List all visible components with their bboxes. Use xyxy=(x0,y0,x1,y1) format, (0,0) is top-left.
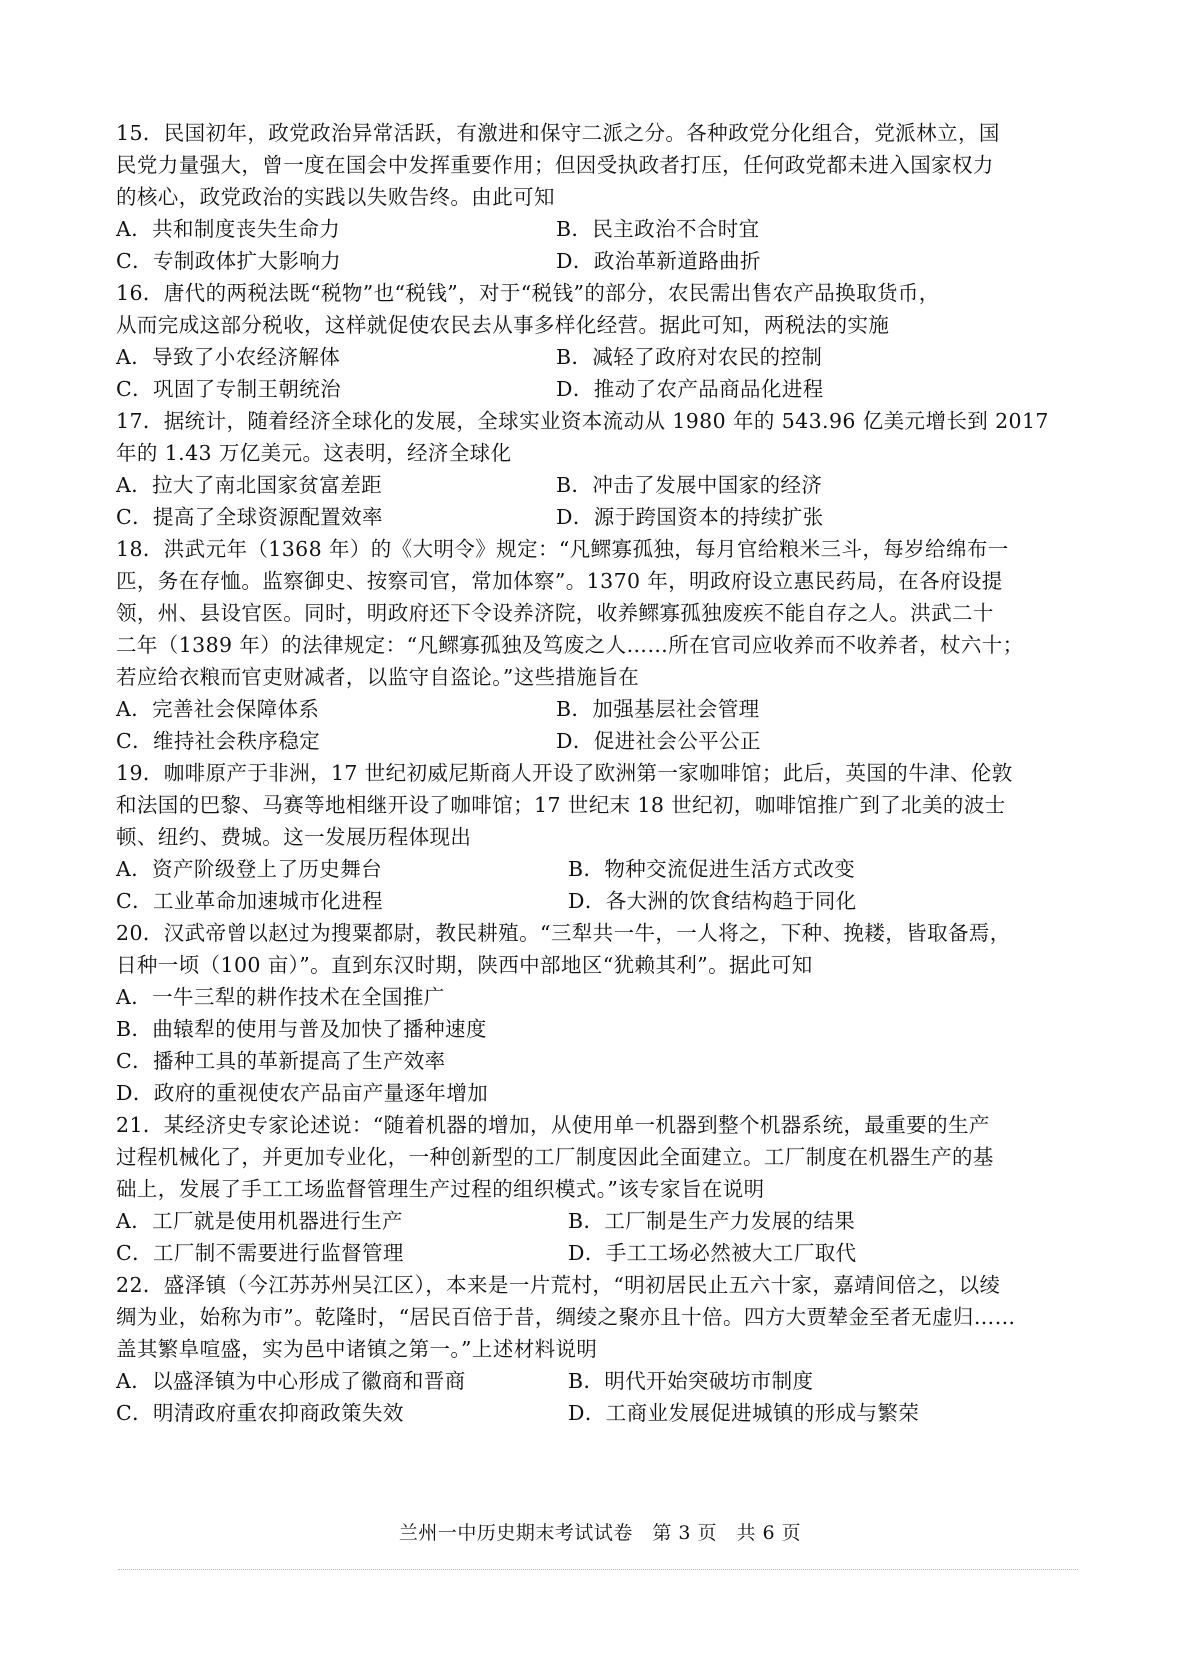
option-row xyxy=(116,1237,1076,1269)
question-stem-line: 17．据统计，随着经济全球化的发展，全球实业资本流动从 1980 年的 543.96 亿美元增长到 2017 xyxy=(116,409,1049,433)
option-c: C．工厂制不需要进行监督管理 xyxy=(116,1241,404,1265)
question-stem-line: 16．唐代的两税法既“税物”也“税钱”，对于“税钱”的部分，农民需出售农产品换取货币， xyxy=(116,281,940,305)
option-row xyxy=(116,213,1076,245)
option-a: A．共和制度丧失生命力 xyxy=(116,217,341,241)
question-stem-line: 20．汉武帝曾以赵过为搜粟都尉，教民耕殖。“三犁共一牛，一人将之，下种、挽耧，皆取备焉， xyxy=(116,921,1011,945)
option-row xyxy=(116,1365,1076,1397)
option-d: D．各大洲的饮食结构趋于同化 xyxy=(568,889,857,913)
question-17 xyxy=(116,405,1076,533)
option-row xyxy=(116,725,1076,757)
question-stem-line: 的核心，政党政治的实践以失败告终。由此可知 xyxy=(116,185,555,209)
question-21 xyxy=(116,1109,1076,1269)
option-d: D．手工工场必然被大工厂取代 xyxy=(568,1241,857,1265)
question-stem-line: 础上，发展了手工工场监督管理生产过程的组织模式。”该专家旨在说明 xyxy=(116,1177,765,1201)
option-row xyxy=(116,1397,1076,1429)
option-row xyxy=(116,501,1076,533)
option-d: D．政府的重视使农产品亩产量逐年增加 xyxy=(116,1081,489,1105)
option-row xyxy=(116,245,1076,277)
question-22 xyxy=(116,1269,1076,1429)
option-row xyxy=(116,853,1076,885)
question-stem-line: 15．民国初年，政党政治异常活跃，有激进和保守二派之分。各种政党分化组合，党派林立，国 xyxy=(116,121,1000,145)
question-stem-line: 年的 1.43 万亿美元。这表明，经济全球化 xyxy=(116,441,512,465)
page-footer: 兰州一中历史期末考试试卷 第 3 页 共 6 页 xyxy=(398,1522,802,1544)
option-d: D．推动了农产品商品化进程 xyxy=(556,377,824,401)
question-stem-line: 绸为业，始称为市”。乾隆时，“居民百倍于昔，绸绫之聚亦且十倍。四方大贾辇金至者无虚归…… xyxy=(116,1305,1016,1329)
question-stem-line: 若应给衣粮而官吏财减者，以监守自盗论。”这些措施旨在 xyxy=(116,665,640,689)
question-stem-line: 22．盛泽镇（今江苏苏州吴江区），本来是一片荒村，“明初居民止五六十家，嘉靖间倍之，以绫 xyxy=(116,1273,1001,1297)
option-c: C．维持社会秩序稳定 xyxy=(116,729,321,753)
option-a: A．以盛泽镇为中心形成了徽商和晋商 xyxy=(116,1369,466,1393)
option-a: A．一牛三犁的耕作技术在全国推广 xyxy=(116,985,445,1009)
question-stem-line: 盖其繁阜喧盛，实为邑中诸镇之第一。”上述材料说明 xyxy=(116,1337,598,1361)
option-a: A．完善社会保障体系 xyxy=(116,697,320,721)
question-19 xyxy=(116,757,1076,917)
option-row xyxy=(116,469,1076,501)
option-b: B．工厂制是生产力发展的结果 xyxy=(568,1209,856,1233)
option-b: B．物种交流促进生活方式改变 xyxy=(568,857,856,881)
option-c: C．播种工具的革新提高了生产效率 xyxy=(116,1049,446,1073)
question-stem-line: 19．咖啡原产于非洲，17 世纪初威尼斯商人开设了欧洲第一家咖啡馆；此后，英国的牛津、伦敦 xyxy=(116,761,1013,785)
dotted-divider xyxy=(118,1569,1078,1570)
question-stem-line: 和法国的巴黎、马赛等地相继开设了咖啡馆；17 世纪末 18 世纪初，咖啡馆推广到了北美的波士 xyxy=(116,793,1006,817)
question-stem-line: 过程机械化了，并更加专业化，一种创新型的工厂制度因此全面建立。工厂制度在机器生产的基 xyxy=(116,1145,994,1169)
option-c: C．专制政体扩大影响力 xyxy=(116,249,342,273)
option-c: C．巩固了专制王朝统治 xyxy=(116,377,342,401)
option-d: D．促进社会公平公正 xyxy=(556,729,761,753)
option-b: B．民主政治不合时宜 xyxy=(556,217,760,241)
option-b: B．冲击了发展中国家的经济 xyxy=(556,473,823,497)
option-row xyxy=(116,341,1076,373)
option-a: A．导致了小农经济解体 xyxy=(116,345,341,369)
option-a: A．资产阶级登上了历史舞台 xyxy=(116,857,383,881)
option-a: A．拉大了南北国家贫富差距 xyxy=(116,473,383,497)
question-15 xyxy=(116,117,1076,277)
question-stem-line: 民党力量强大，曾一度在国会中发挥重要作用；但因受执政者打压，任何政党都未进入国家权力 xyxy=(116,153,994,177)
option-c: C．提高了全球资源配置效率 xyxy=(116,505,383,529)
option-d: D．政治革新道路曲折 xyxy=(556,249,761,273)
option-d: D．工商业发展促进城镇的形成与繁荣 xyxy=(568,1401,920,1425)
option-row xyxy=(116,885,1076,917)
question-stem-line: 二年（1389 年）的法律规定：“凡鳏寡孤独及笃废之人……所在官司应收养而不收养者，杖六十； xyxy=(116,633,1024,657)
option-a: A．工厂就是使用机器进行生产 xyxy=(116,1209,403,1233)
option-c: C．明清政府重农抑商政策失效 xyxy=(116,1401,404,1425)
option-b: B．减轻了政府对农民的控制 xyxy=(556,345,823,369)
question-16 xyxy=(116,277,1076,405)
option-b: B．明代开始突破坊市制度 xyxy=(568,1369,814,1393)
question-stem-line: 18．洪武元年（1368 年）的《大明令》规定：“凡鳏寡孤独，每月官给粮米三斗，每岁给绵布一 xyxy=(116,537,1009,561)
option-row xyxy=(116,373,1076,405)
question-stem-line: 领，州、县设官医。同时，明政府还下令设养济院，收养鳏寡孤独废疾不能自存之人。洪武二十 xyxy=(116,601,994,625)
question-stem-line: 顿、纽约、费城。这一发展历程体现出 xyxy=(116,825,472,849)
option-row xyxy=(116,693,1076,725)
option-row xyxy=(116,1205,1076,1237)
question-stem-line: 21．某经济史专家论述说：“随着机器的增加，从使用单一机器到整个机器系统，最重要的生产 xyxy=(116,1113,990,1137)
question-stem-line: 日种一顷（100 亩）”。直到东汉时期，陕西中部地区“犹赖其利”。据此可知 xyxy=(116,953,813,977)
question-20 xyxy=(116,917,1076,1109)
question-stem-line: 匹，务在存恤。监察御史、按察司官，常加体察”。1370 年，明政府设立惠民药局，在各府设提 xyxy=(116,569,1003,593)
option-c: C．工业革命加速城市化进程 xyxy=(116,889,383,913)
question-stem-line: 从而完成这部分税收，这样就促使农民去从事多样化经营。据此可知，两税法的实施 xyxy=(116,313,890,337)
exam-page xyxy=(116,117,1076,1429)
option-b: B．加强基层社会管理 xyxy=(556,697,760,721)
option-d: D．源于跨国资本的持续扩张 xyxy=(556,505,824,529)
question-18 xyxy=(116,533,1076,757)
option-b: B．曲辕犁的使用与普及加快了播种速度 xyxy=(116,1017,487,1041)
